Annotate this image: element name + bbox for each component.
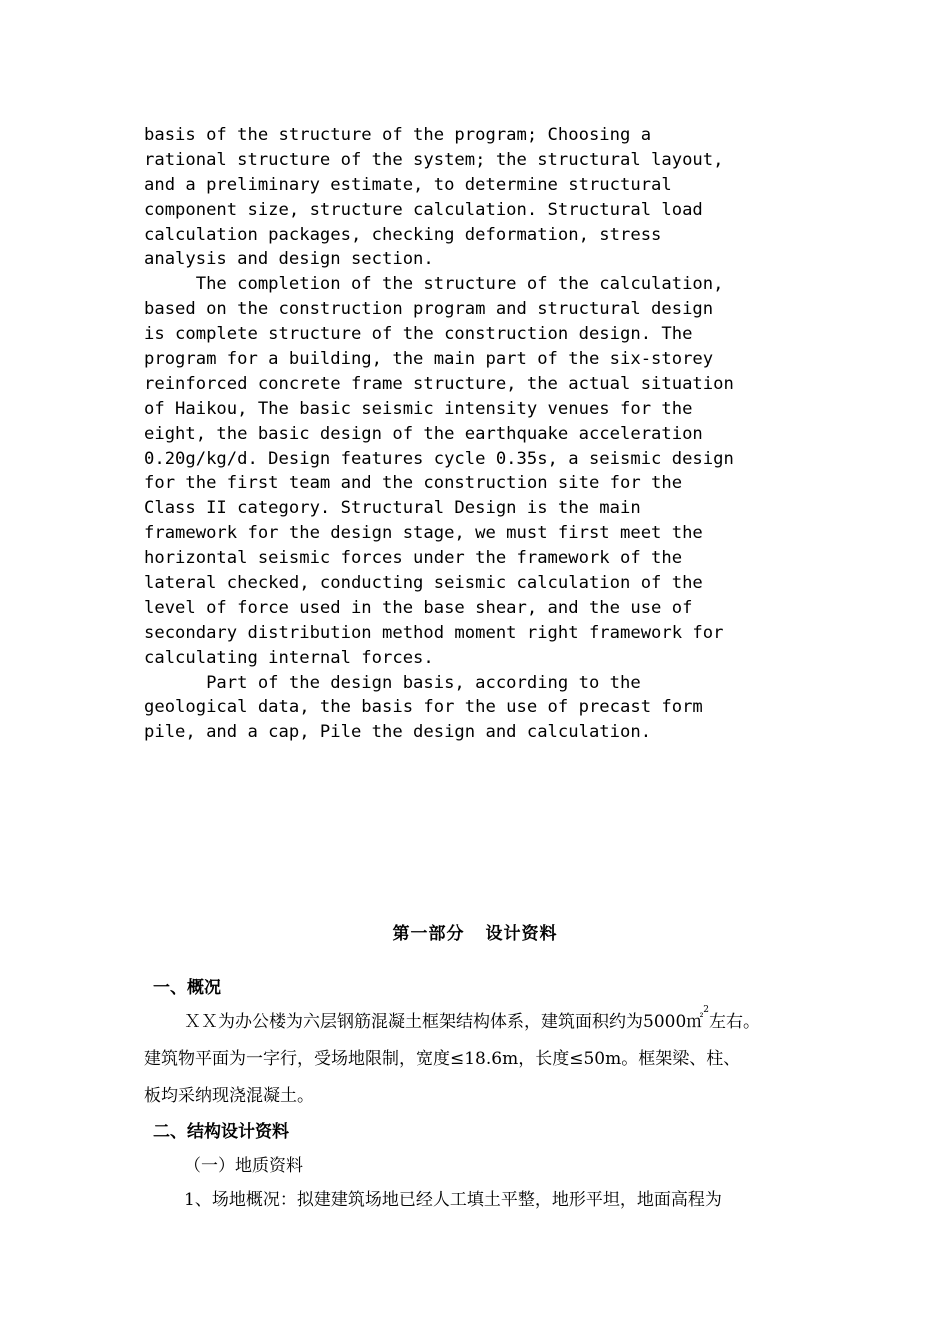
- overview-paragraph-line-1: [184, 1007, 760, 1032]
- abstract-line: program for a building, the main part of the six-storey: [144, 349, 714, 370]
- site-overview-item: 1、场地概况：拟建建筑场地已经人工填土平整，地形平坦，地面高程为: [184, 1190, 722, 1210]
- abstract-line: horizontal seismic forces under the framework of the: [144, 548, 683, 569]
- abstract-text: [144, 123, 844, 745]
- abstract-line: geological data, the basis for the use of precast form: [144, 697, 703, 718]
- abstract-line: 0.20g/kg/d. Design features cycle 0.35s, a seismic design: [144, 448, 734, 469]
- part-title: 第一部分 设计资料: [392, 924, 558, 944]
- overview-line-1-text: ＸＸ为办公楼为六层钢筋混凝土框架结构体系，建筑面积约为5000㎡: [184, 1012, 704, 1032]
- abstract-line: calculation packages, checking deformation, stress: [144, 224, 662, 245]
- abstract-line: is complete structure of the construction design. The: [144, 324, 693, 345]
- section-heading-structural-data: 二、结构设计资料: [153, 1122, 289, 1142]
- abstract-line: based on the construction program and structural design: [144, 299, 714, 320]
- abstract-line: Class II category. Structural Design is the main: [144, 498, 641, 519]
- overview-paragraph-line-3: 板均采纳现浇混凝土。: [144, 1086, 314, 1106]
- abstract-line: level of force used in the base shear, and the use of: [144, 597, 693, 618]
- abstract-line: reinforced concrete frame structure, the actual situation: [144, 373, 734, 394]
- abstract-line: basis of the structure of the program; Choosing a: [144, 125, 652, 145]
- overview-paragraph-line-2: 建筑物平面为一字行，受场地限制，宽度≤18.6m，长度≤50m。框架梁、柱、: [144, 1049, 741, 1069]
- sub-heading-geology: （一）地质资料: [184, 1156, 303, 1176]
- abstract-line: framework for the design stage, we must first meet the: [144, 523, 703, 544]
- abstract-line: for the first team and the construction site for the: [144, 473, 683, 494]
- abstract-line: analysis and design section.: [144, 249, 434, 270]
- abstract-line: of Haikou, The basic seismic intensity venues for the: [144, 398, 693, 419]
- abstract-line: secondary distribution method moment right framework for: [144, 622, 724, 643]
- abstract-line: rational structure of the system; the structural layout,: [144, 149, 724, 170]
- abstract-line: The completion of the structure of the calculation,: [144, 274, 724, 295]
- overview-line-1-tail: 左右。: [709, 1012, 760, 1032]
- abstract-line: Part of the design basis, according to the: [144, 672, 641, 693]
- abstract-line: and a preliminary estimate, to determine structural: [144, 174, 672, 195]
- abstract-line: calculating internal forces.: [144, 647, 434, 668]
- abstract-line: pile, and a cap, Pile the design and calculation.: [144, 722, 652, 743]
- area-unit-superscript: 2: [703, 1005, 709, 1015]
- abstract-line: lateral checked, conducting seismic calculation of the: [144, 573, 703, 594]
- abstract-line: component size, structure calculation. Structural load: [144, 199, 703, 220]
- abstract-line: eight, the basic design of the earthquake acceleration: [144, 423, 703, 444]
- section-heading-overview: 一、概况: [153, 978, 221, 998]
